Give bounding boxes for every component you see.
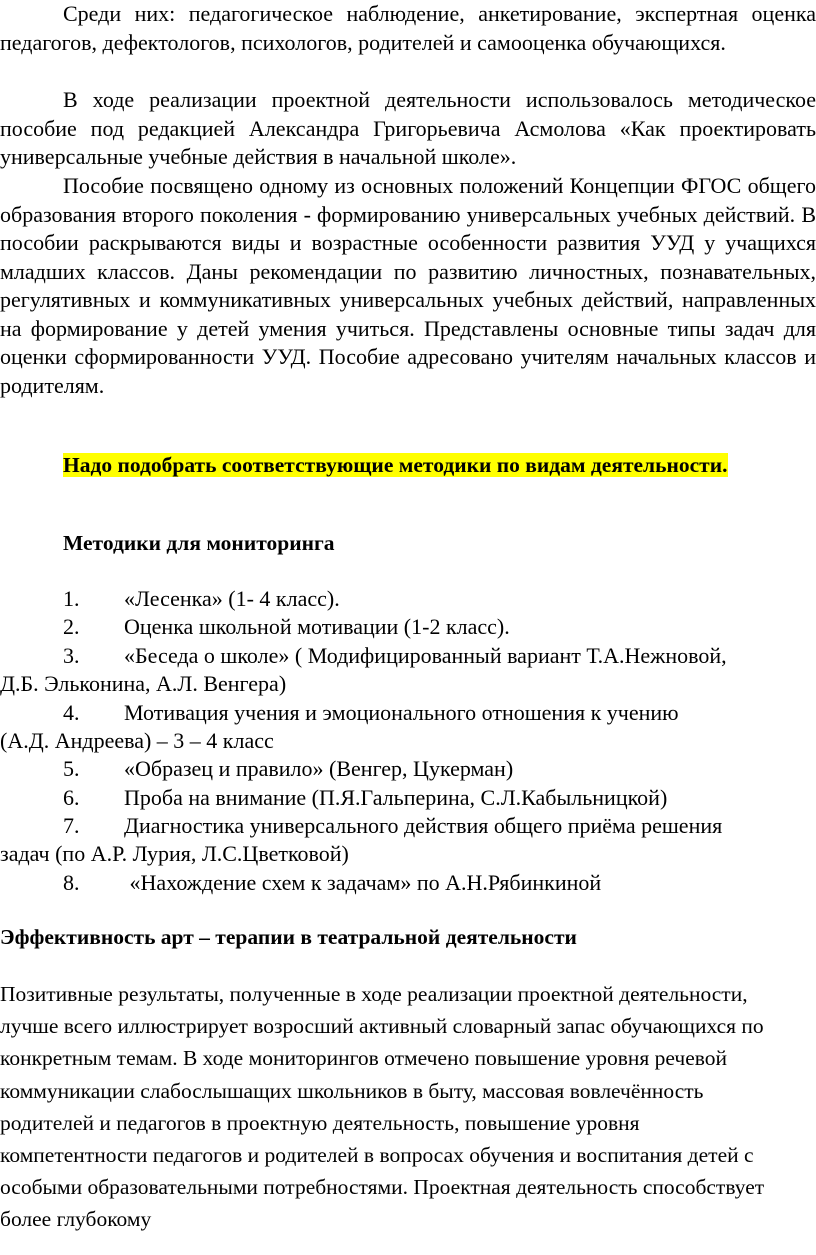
list-item-continuation: задач (по А.Р. Лурия, Л.С.Цветковой) [0,841,349,866]
section-body: Позитивные результаты, полученные в ходе реализации проектной деятельности, лучше всего иллюстрирует возросший активный словарный запас обучающихся по конкретным темам. В ходе мониторингов отмечено повышение уровня речевой коммуникации слабослышащих школьников в быту, массовая вовлечённость родителей и педагогов в проектную деятельность, повышение уровня компетентности педагогов и родителей в вопросах обучения и воспитания детей с особыми образовательными потребностями. Проектная деятельность способствует более глубокому [0,982,765,1232]
section-heading: Эффективность арт – терапии в театральной деятельности [0,925,577,949]
list-item-text: Оценка школьной мотивации (1-2 класс). [124,614,510,639]
highlighted-note [63,452,728,478]
list-item-number: 1. [63,586,80,611]
methods-heading: Методики для мониторинга [63,531,335,555]
list-item-continuation: (А.Д. Андреева) – 3 – 4 класс [0,728,274,753]
paragraph-text: Среди них: педагогическое наблюдение, анкетирование, экспертная оценка педагогов, дефектологов, психологов, родителей и самооценка обучающихся. [0,1,816,55]
list-item-continuation: Д.Б. Эльконина, А.Л. Венгера) [0,671,287,696]
list-item-text: «Образец и правило» (Венгер, Цукерман) [124,756,514,781]
list-item-number: 4. [63,700,80,725]
paragraph-methods-list [0,0,816,57]
list-item-text: Диагностика универсального действия общего приёма решения [124,813,723,838]
highlighted-note-text: Надо подобрать соответствующие методики по видам деятельности. [63,453,728,477]
list-item-number: 6. [63,785,80,810]
list-item-number: 5. [63,756,80,781]
paragraph-asmolov-manual [0,86,816,172]
list-item-number: 3. [63,643,80,668]
list-item-text: Проба на внимание (П.Я.Гальперина, С.Л.Кабыльницкой) [124,785,668,810]
list-item-text: «Нахождение схем к задачам» по А.Н.Рябинкиной [124,870,602,895]
paragraph-manual-description [0,172,816,400]
paragraph-text: Пособие посвящено одному из основных положений Концепции ФГОС общего образования второго поколения - формированию универсальных учебных действий. В пособии раскрываются виды и возрастные особенности развития УУД у учащихся младших классов. Даны рекомендации по развитию личностных, познавательных, регулятивных и коммуникативных универсальных учебных действий, направленных на формирование у детей умения учиться. Представлены основные типы задач для оценки сформированности УУД. Пособие адресовано учителям начальных классов и родителям. [0,173,816,398]
list-item-text: «Лесенка» (1- 4 класс). [124,586,340,611]
paragraph-text: В ходе реализации проектной деятельности использовалось методическое пособие под редакцией Александра Григорьевича Асмолова «Как проектировать универсальные учебные действия в начальной школе». [0,87,816,169]
list-item-number: 2. [63,614,80,639]
list-item-text: «Беседа о школе» ( Модифицированный вариант Т.А.Нежновой, [124,643,727,668]
list-item-text: Мотивация учения и эмоционального отношения к учению [124,700,679,725]
list-item-number: 7. [63,813,80,838]
list-item-number: 8. [63,870,80,895]
